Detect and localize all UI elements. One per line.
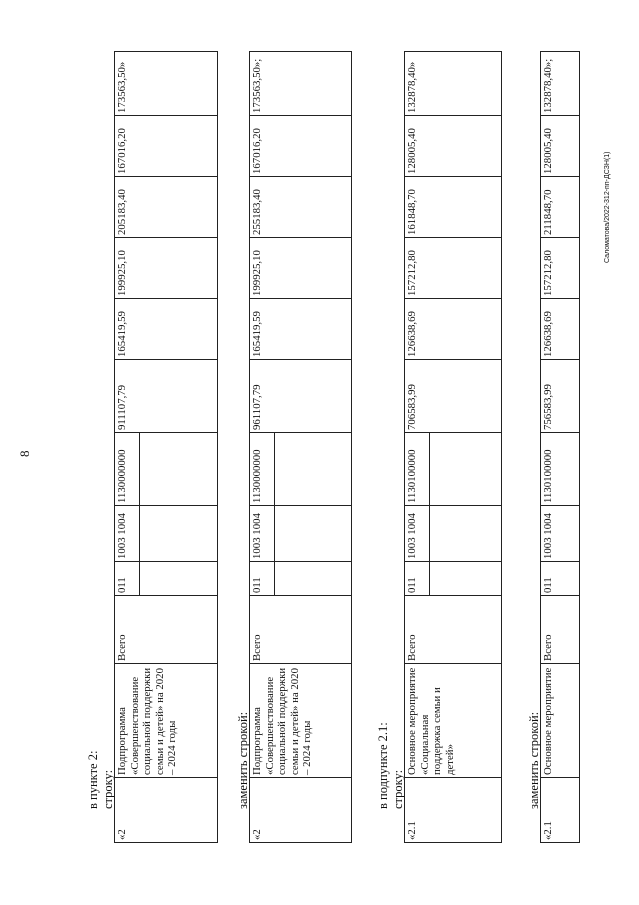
cell-2024: 132878,40» xyxy=(405,52,502,116)
cell-csr: 1130000000 xyxy=(250,433,275,506)
cell-2020: 165419,59 xyxy=(250,299,352,360)
cell-rz: 1003 1004 xyxy=(115,506,140,562)
cell-2024: 132878,40»; xyxy=(541,52,580,116)
cell-empty xyxy=(275,562,352,596)
section-2-table xyxy=(249,51,352,843)
cell-empty xyxy=(275,506,352,562)
cell-source: Всего xyxy=(541,596,580,664)
cell-total: 961107,79 xyxy=(250,360,352,433)
cell-empty xyxy=(430,433,502,506)
cell-2023: 167016,20 xyxy=(250,116,352,177)
cell-2021: 199925,10 xyxy=(250,238,352,299)
cell-csr: 1130100000 xyxy=(405,433,430,506)
cell-source: Всего xyxy=(115,596,218,664)
cell-empty xyxy=(275,433,352,506)
cell-source: Всего xyxy=(405,596,502,664)
cell-2024: 173563,50» xyxy=(115,52,218,116)
section-3-heading-2: строку: xyxy=(391,769,405,809)
cell-name: Основное мероприятие «Социальная поддержка семьи и детей» xyxy=(405,664,502,778)
cell-name: Подпрограмма «Совершенствование социальной поддержки семьи и детей» на 2020 – 2024 годы xyxy=(115,664,218,778)
table-row xyxy=(405,52,430,843)
cell-empty xyxy=(430,506,502,562)
cell-rz: 1003 1004 xyxy=(405,506,430,562)
cell-2021: 157212,80 xyxy=(541,238,580,299)
cell-rz: 1003 1004 xyxy=(541,506,580,562)
cell-grbs: 011 xyxy=(115,562,140,596)
footer-id: Саломатова/2022-312-пп-ДСЗН(1) xyxy=(604,151,611,263)
cell-name: Основное мероприятие xyxy=(541,664,580,778)
cell-2023: 167016,20 xyxy=(115,116,218,177)
cell-2022: 211848,70 xyxy=(541,177,580,238)
cell-num: «2 xyxy=(250,778,352,843)
table-row xyxy=(250,52,275,843)
section-3-table xyxy=(404,51,502,843)
cell-num: «2.1 xyxy=(405,778,502,843)
cell-total: 911107,79 xyxy=(115,360,218,433)
cell-2022: 161848,70 xyxy=(405,177,502,238)
cell-2022: 255183,40 xyxy=(250,177,352,238)
cell-total: 756583,99 xyxy=(541,360,580,433)
section-4-table xyxy=(540,51,580,843)
cell-empty xyxy=(140,433,218,506)
cell-rz: 1003 1004 xyxy=(250,506,275,562)
cell-empty xyxy=(430,562,502,596)
cell-2024: 173563,50»; xyxy=(250,52,352,116)
cell-empty xyxy=(140,562,218,596)
cell-num: «2 xyxy=(115,778,218,843)
cell-2023: 128005,40 xyxy=(405,116,502,177)
cell-2020: 126638,69 xyxy=(405,299,502,360)
cell-2020: 165419,59 xyxy=(115,299,218,360)
cell-total: 706583,99 xyxy=(405,360,502,433)
page-number: 8 xyxy=(17,450,32,457)
cell-csr: 1130000000 xyxy=(115,433,140,506)
cell-grbs: 011 xyxy=(250,562,275,596)
cell-2022: 205183,40 xyxy=(115,177,218,238)
table-row xyxy=(541,52,580,843)
section-1-heading-1: в пункте 2: xyxy=(86,750,100,809)
table-row xyxy=(115,52,140,843)
cell-csr: 1130100000 xyxy=(541,433,580,506)
section-4-heading: заменить строкой: xyxy=(527,711,541,809)
cell-num: «2.1 xyxy=(541,778,580,843)
section-1-heading-2: строку: xyxy=(101,769,115,809)
cell-source: Всего xyxy=(250,596,352,664)
section-2-heading: заменить строкой: xyxy=(236,711,250,809)
cell-empty xyxy=(140,506,218,562)
cell-2023: 128005,40 xyxy=(541,116,580,177)
cell-2021: 157212,80 xyxy=(405,238,502,299)
section-3-heading-1: в подпункте 2.1: xyxy=(376,722,390,809)
cell-name: Подпрограмма «Совершенствование социальной поддержки семьи и детей» на 2020 – 2024 годы xyxy=(250,664,352,778)
cell-grbs: 011 xyxy=(405,562,430,596)
cell-grbs: 011 xyxy=(541,562,580,596)
section-1-table xyxy=(114,51,218,843)
cell-2021: 199925,10 xyxy=(115,238,218,299)
cell-2020: 126638,69 xyxy=(541,299,580,360)
